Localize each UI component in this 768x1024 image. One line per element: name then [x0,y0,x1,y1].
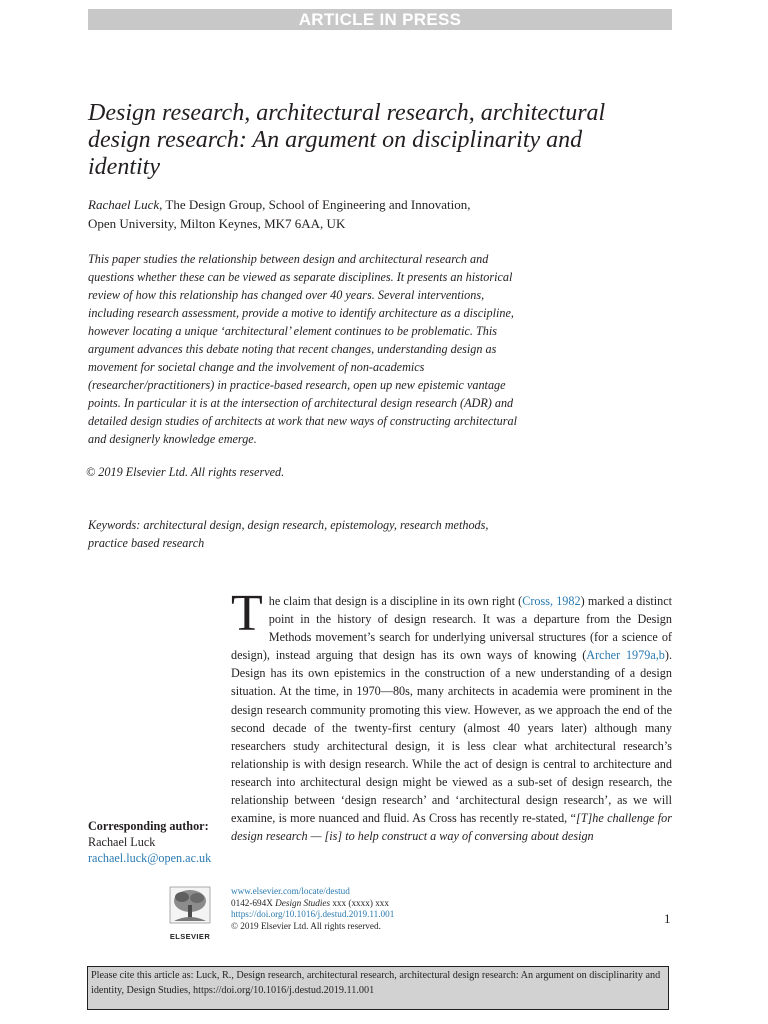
page-number: 1 [664,911,671,926]
body-segment-1: he claim that design is a discipline in its own right ( [268,594,523,608]
elsevier-wordmark: ELSEVIER [169,932,211,941]
doi-link[interactable]: https://doi.org/10.1016/j.destud.2019.11.001 [231,909,395,919]
body-paragraph [231,592,672,880]
article-title: Design research, architectural research, architectural design research: An argument on disciplinarity and identity [88,100,606,180]
issn: 0142-694X [231,897,276,908]
body-quote: [T]he challenge for design research — [is] to help construct a way of conversing about design [231,811,672,844]
affiliation-line-1: , The Design Group, School of Engineering and Innovation, [159,197,471,212]
corresponding-author-label: Corresponding author: [88,819,209,833]
footer-copyright: © 2019 Elsevier Ltd. All rights reserved. [231,920,381,931]
article-in-press-banner: ARTICLE IN PRESS [88,9,672,30]
citation-link-archer-1979[interactable]: Archer 1979a,b [586,648,665,663]
elsevier-logo [168,885,212,941]
elsevier-tree-icon [168,885,212,935]
citation-link-cross-1982[interactable]: Cross, 1982 [522,594,581,608]
affiliation-line-2: Open University, Milton Keynes, MK7 6AA, UK [88,216,346,231]
author-name: Rachael Luck [88,197,160,212]
corresponding-author-name: Rachael Luck [88,835,156,849]
abstract: This paper studies the relationship between design and architectural research and questions whether these can be viewed as separate disciplines. It presents an historical review of how this relationship has changed over 40 years. Several interventions, including research assessment, provide a motive to identify architecture as a discipline, however locating a unique ‘architectural’ element continues to be problematic. This argument advances this debate noting that recent changes, understanding design as movement for societal change and the involvement of non-academics (researcher/practitioners) in practice-based research, open up new epistemic vantage points. In particular it is at the intersection of architectural design research (ADR) and detailed design studies of architects at work that new ways of constructing architectural and designerly knowledge emerge. [88,252,517,446]
journal-footer [231,886,394,932]
drop-cap: T [231,592,263,642]
volume-info: xxx (xxxx) xxx [330,897,389,908]
issn-line [231,898,394,910]
journal-name: Design Studies [275,897,331,908]
keywords: Keywords: architectural design, design research, epistemology, research methods, practice based research [88,518,489,550]
journal-url-link[interactable]: www.elsevier.com/locate/destud [231,886,350,896]
body-segment-2: ) marked a distinct point in the history of design research. It was a departure from the Design Methods movement’s search for underlying universal structures (for a science of design), instead arguing that design has its own ways of knowing ( [231,594,672,663]
author-affiliation [88,195,648,233]
abstract-copyright: © 2019 Elsevier Ltd. All rights reserved. [86,465,285,479]
corresponding-author-email-link[interactable]: rachael.luck@open.ac.uk [88,851,212,865]
citation-notice-box: Please cite this article as: Luck, R., Design research, architectural research, architectural design research: An argument on disciplinarity and identity, Design Studies, https://doi.org/10.1016/j.destud.2019.11.001 [87,966,669,1010]
body-segment-3: ). Design has its own epistemics in the construction of a new understanding of a design situation. At the time, in 1970—80s, many architects in academia were prominent in the design research community promoting this view. However, as we approach the end of the second decade of the twenty-first century (almost 40 years later) although many researchers study architectural design, it is less clear what architectural research’s relationship is with design research. While the act of design is central to architecture and research into architectural design might be viewed as a sub-set of design research, the relationship between ‘design research’ and ‘architectural design research’, as we will examine, is more nuanced and fluid. As Cross has recently re-stated, “ [231,648,672,826]
